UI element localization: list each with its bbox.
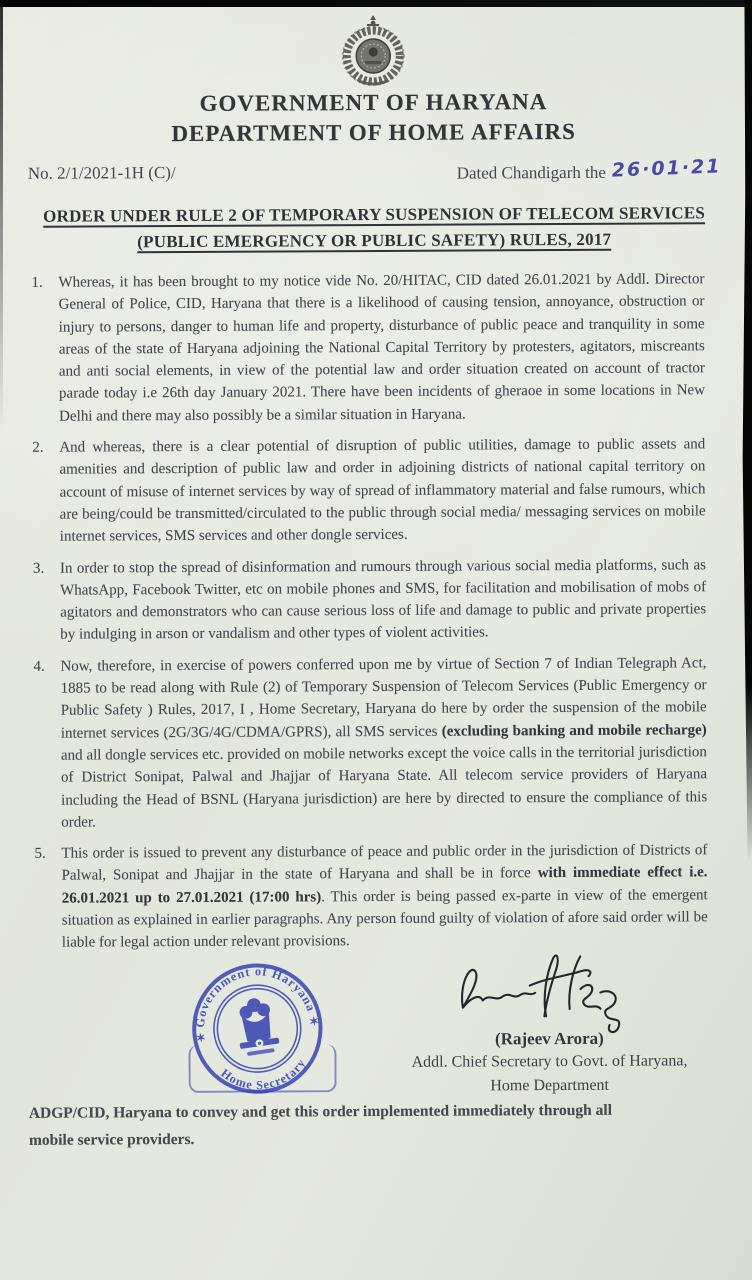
paragraph-text: Now, therefore, in exercise of powers conferred upon me by virtue of Section 7 of Indian Telegraph Act, 1885 to be read along with Rule (2) of Temporary Suspension of Telecom Services (Public Emergency or Public Safety ) Rules, 2017, I , Home Secretary, Haryana do here by order the suspension of the mobile internet services (2G/3G/4G/CDMA/GPRS), all SMS services (excluding banking and mobile recharge) and all dongle services etc. provided on mobile networks except the voice calls in the territorial jurisdiction of District Sonipat, Palwal and Jhajjar of Haryana State. All telecom service providers of Haryana including the Head of BSNL (Haryana jurisdiction) are here by directed to ensure the compliance of this order. <box>60 655 708 831</box>
signatory-block <box>392 960 707 1098</box>
photo-black-edge-left <box>0 0 3 430</box>
order-paragraph-5 <box>34 839 708 954</box>
signature-and-stamp-area <box>2 960 752 1096</box>
order-paragraph-3 <box>33 554 706 647</box>
paragraph-number: 1. <box>31 274 43 291</box>
photo-black-edge-top <box>0 0 752 7</box>
order-paragraph-4 <box>33 652 707 834</box>
reference-number: No. 2/1/2021-1H (C)/ <box>27 163 176 183</box>
signature-scrawl <box>436 950 661 1037</box>
paragraph-text: And whereas, there is a clear potential of disruption of public utilities, damage to public assets and amenities and description of public law and order in adjoining districts of national capital territory on account of misuse of internet services by way of spread of inflammatory material and false rumours, which are being/could be transmitted/circulated to the public through social media/ messaging services on mobile internet services, SMS services and other dongle services. <box>59 436 706 545</box>
paragraph-text: Whereas, it has been brought to my notice vide No. 20/HITAC, CID dated 26.01.2021 by Addl. Director General of Police, CID, Haryana that there is a likelihood of causing tension, annoyance, obstruction or injury to persons, danger to human life and property, disturbance of public peace and tranquility in some areas of the state of Haryana adjoining the National Capital Territory by protesters, agitators, miscreants and anti social elements, in view of the potential law and order situation created on account of tractor parade today i.e 26th day January 2021. There have been incidents of gheraoe in some locations in New Delhi and there may also possibly be a similar situation in Haryana. <box>58 271 706 425</box>
dated-label: Dated Chandigarh the <box>456 162 606 183</box>
ashoka-lion-capital-icon <box>233 995 280 1056</box>
order-paragraphs <box>31 268 708 954</box>
paragraph-number: 2. <box>32 439 44 456</box>
stamp-bottom-text: Home Secretary <box>218 1055 309 1092</box>
dated-line <box>456 155 723 183</box>
stamp-left-star-icon: ✶ <box>194 1029 207 1046</box>
document-content <box>0 5 752 1154</box>
paragraph-number: 4. <box>33 658 45 675</box>
handwritten-date: 26·01·21 <box>611 155 723 182</box>
stamp-top-text: Government of Haryana <box>192 963 319 1028</box>
paragraph-text: This order is issued to prevent any disturbance of peace and public order in the jurisdiction of Districts of Palwal, Sonipat and Jhajjar in the state of Haryana and shall be in force with immediate effect i.e. 26.01.2021 up to 27.01.2021 (17:00 hrs). This order is being passed ex-parte in view of the emergent situation as explained in earlier paragraphs. Any person found guilty of violation of afore said order will be liable for legal action under relevant provisions. <box>61 842 708 951</box>
reference-row <box>27 155 723 186</box>
signatory-designation-2: Home Department <box>490 1076 610 1095</box>
signatory-designation-1: Addl. Chief Secretary to Govt. of Haryana, <box>411 1051 688 1071</box>
government-name: GOVERNMENT OF HARYANA <box>199 89 548 116</box>
forwarding-note-line1: ADGP/CID, Haryana to convey and get this order implemented immediately through all <box>28 1101 613 1122</box>
haryana-emblem-icon <box>330 13 416 87</box>
order-title-line1: ORDER UNDER RULE 2 OF TEMPORARY SUSPENSION OF TELECOM SERVICES <box>43 203 706 226</box>
signatory-name: (Rajeev Arora) <box>494 1028 604 1048</box>
order-paragraph-2 <box>32 433 706 548</box>
forwarding-note <box>29 1096 729 1154</box>
forwarding-note-line2: mobile service providers. <box>28 1130 195 1149</box>
paragraph-text: In order to stop the spread of disinformation and rumours through various social media platforms, such as WhatsApp, Facebook Twitter, etc on mobile phones and SMS, for facilitation and mobilisation of mobs of agitators and demonstrators who can cause serious loss of life and damage to public and private properties by indulging in arson or vandalism and other types of violent activities. <box>59 556 707 644</box>
round-office-stamp <box>168 944 346 1113</box>
order-paragraph-1 <box>31 268 705 428</box>
stamp-right-star-icon: ✶ <box>308 1013 321 1029</box>
paragraph-number: 3. <box>32 560 45 577</box>
order-title-line2: (PUBLIC EMERGENCY OR PUBLIC SAFETY) RULES, 2017 <box>137 229 612 252</box>
paragraph-number: 5. <box>34 845 46 862</box>
order-title <box>0 200 750 256</box>
department-name: DEPARTMENT OF HOME AFFAIRS <box>171 118 576 147</box>
